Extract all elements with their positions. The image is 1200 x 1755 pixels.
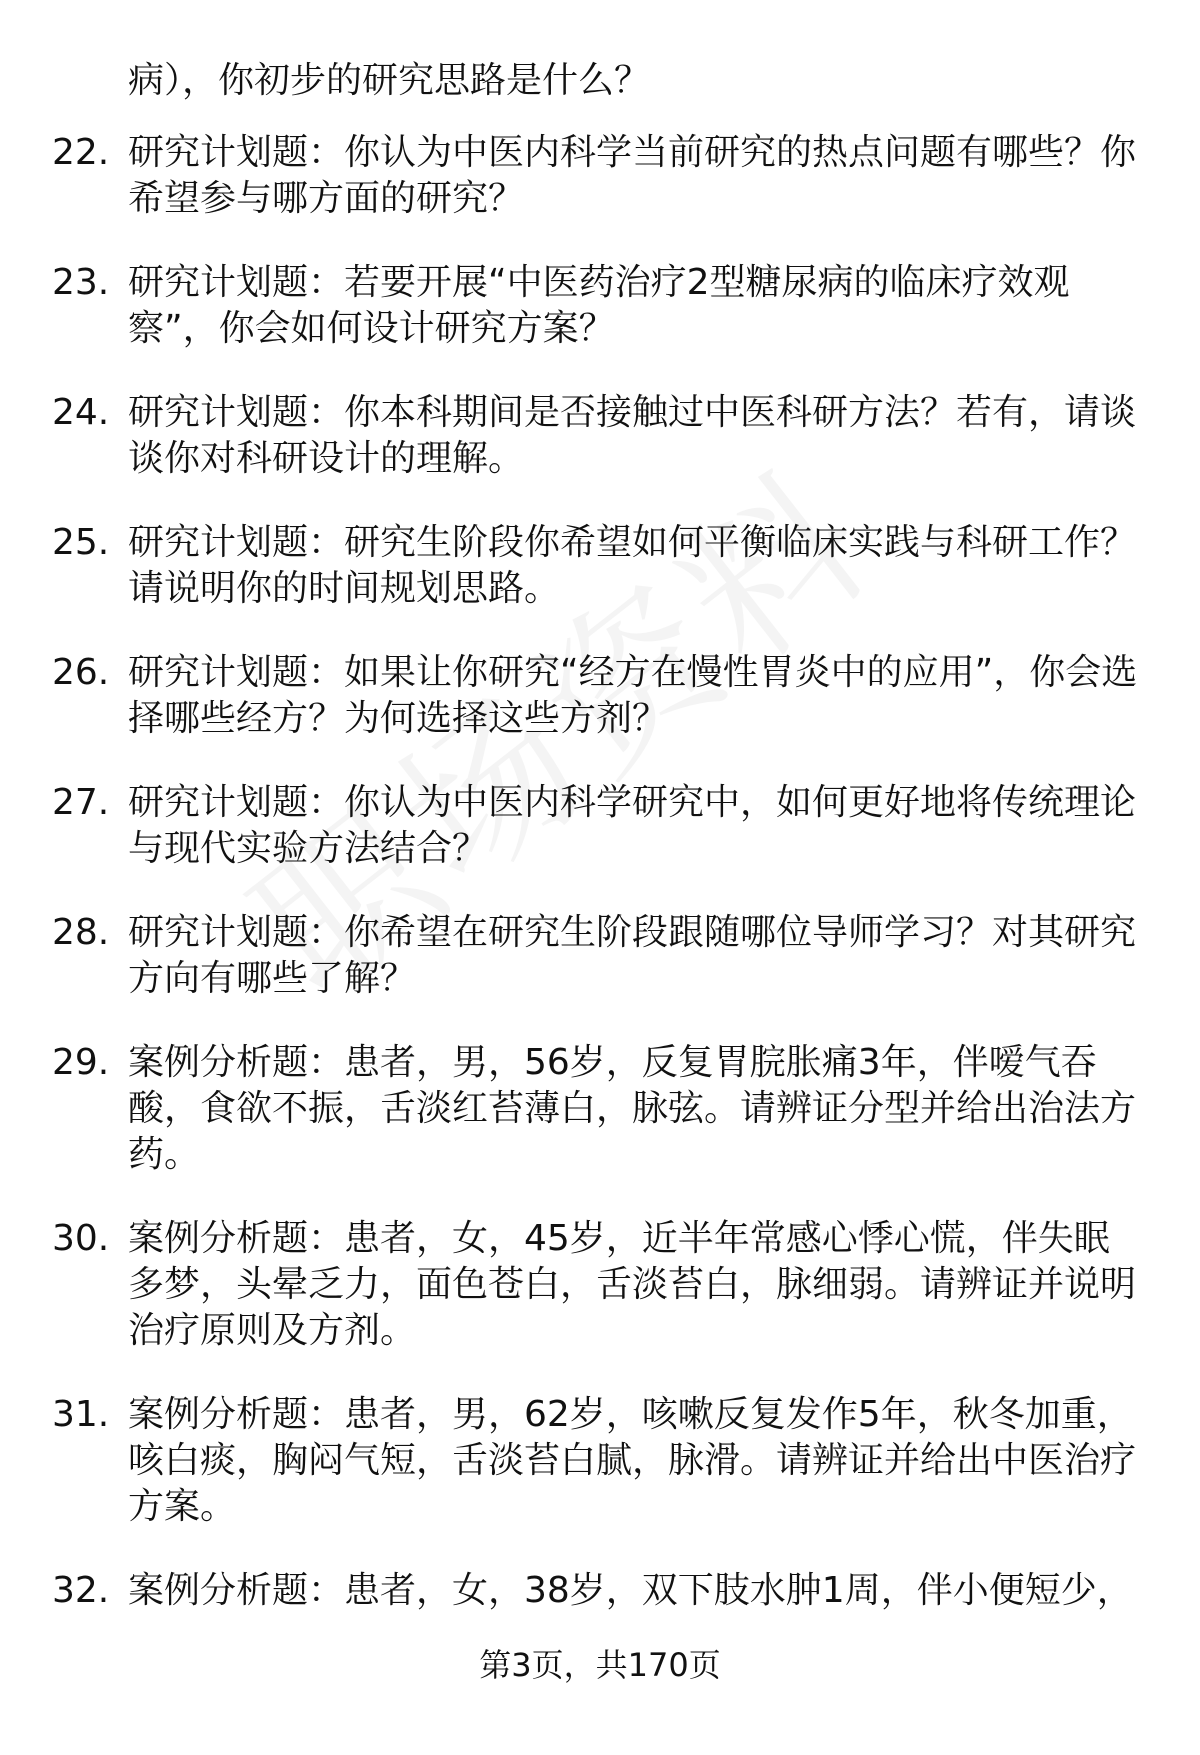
question-number: 29. <box>52 1042 110 1083</box>
question-list <box>0 130 1200 1652</box>
question-number: 23. <box>52 262 110 303</box>
question-text: 案例分析题：患者，男，56岁，反复胃脘胀痛3年，伴嗳气吞酸，食欲不振，舌淡红苔薄白，脉弦。请辨证分型并给出治法方药。 <box>128 1042 1137 1175</box>
question-text: 研究计划题：若要开展“中医药治疗2型糖尿病的临床疗效观察”，你会如何设计研究方案？ <box>128 262 1070 349</box>
question-item <box>0 1568 1200 1614</box>
question-number: 22. <box>52 132 110 173</box>
question-number: 24. <box>52 392 110 433</box>
question-item <box>0 780 1200 872</box>
page-number-footer: 第3页，共170页 <box>479 1646 721 1684</box>
question-number: 25. <box>52 522 110 563</box>
question-text: 研究计划题：你认为中医内科学当前研究的热点问题有哪些？你希望参与哪方面的研究？ <box>128 132 1137 219</box>
question-text: 研究计划题：你本科期间是否接触过中医科研方法？若有，请谈谈你对科研设计的理解。 <box>128 392 1137 479</box>
question-item <box>0 650 1200 742</box>
question-text: 案例分析题：患者，女，38岁，双下肢水肿1周，伴小便短少， <box>128 1570 1133 1611</box>
question-item <box>0 910 1200 1002</box>
question-number: 30. <box>52 1218 110 1259</box>
question-text: 研究计划题：你希望在研究生阶段跟随哪位导师学习？对其研究方向有哪些了解？ <box>128 912 1137 999</box>
question-number: 32. <box>52 1570 110 1611</box>
question-item <box>0 130 1200 222</box>
question-item <box>0 1392 1200 1530</box>
question-text: 研究计划题：你认为中医内科学研究中，如何更好地将传统理论与现代实验方法结合？ <box>128 782 1137 869</box>
question-item <box>0 1040 1200 1178</box>
question-item <box>0 520 1200 612</box>
question-item <box>0 260 1200 352</box>
continuation-text: 病），你初步的研究思路是什么？ <box>128 60 651 101</box>
question-text: 案例分析题：患者，男，62岁，咳嗽反复发作5年，秋冬加重，咳白痰，胸闷气短，舌淡苔白腻，脉滑。请辨证并给出中医治疗方案。 <box>128 1394 1137 1527</box>
question-text: 案例分析题：患者，女，45岁，近半年常感心悸心慌，伴失眠多梦，头晕乏力，面色苍白，舌淡苔白，脉细弱。请辨证并说明治疗原则及方剂。 <box>128 1218 1137 1351</box>
question-number: 27. <box>52 782 110 823</box>
question-item <box>0 390 1200 482</box>
question-number: 28. <box>52 912 110 953</box>
question-item <box>0 1216 1200 1354</box>
question-number: 31. <box>52 1394 110 1435</box>
question-number: 26. <box>52 652 110 693</box>
question-text: 研究计划题：研究生阶段你希望如何平衡临床实践与科研工作？请说明你的时间规划思路。 <box>128 522 1137 609</box>
question-text: 研究计划题：如果让你研究“经方在慢性胃炎中的应用”，你会选择哪些经方？为何选择这些方剂？ <box>128 652 1138 739</box>
